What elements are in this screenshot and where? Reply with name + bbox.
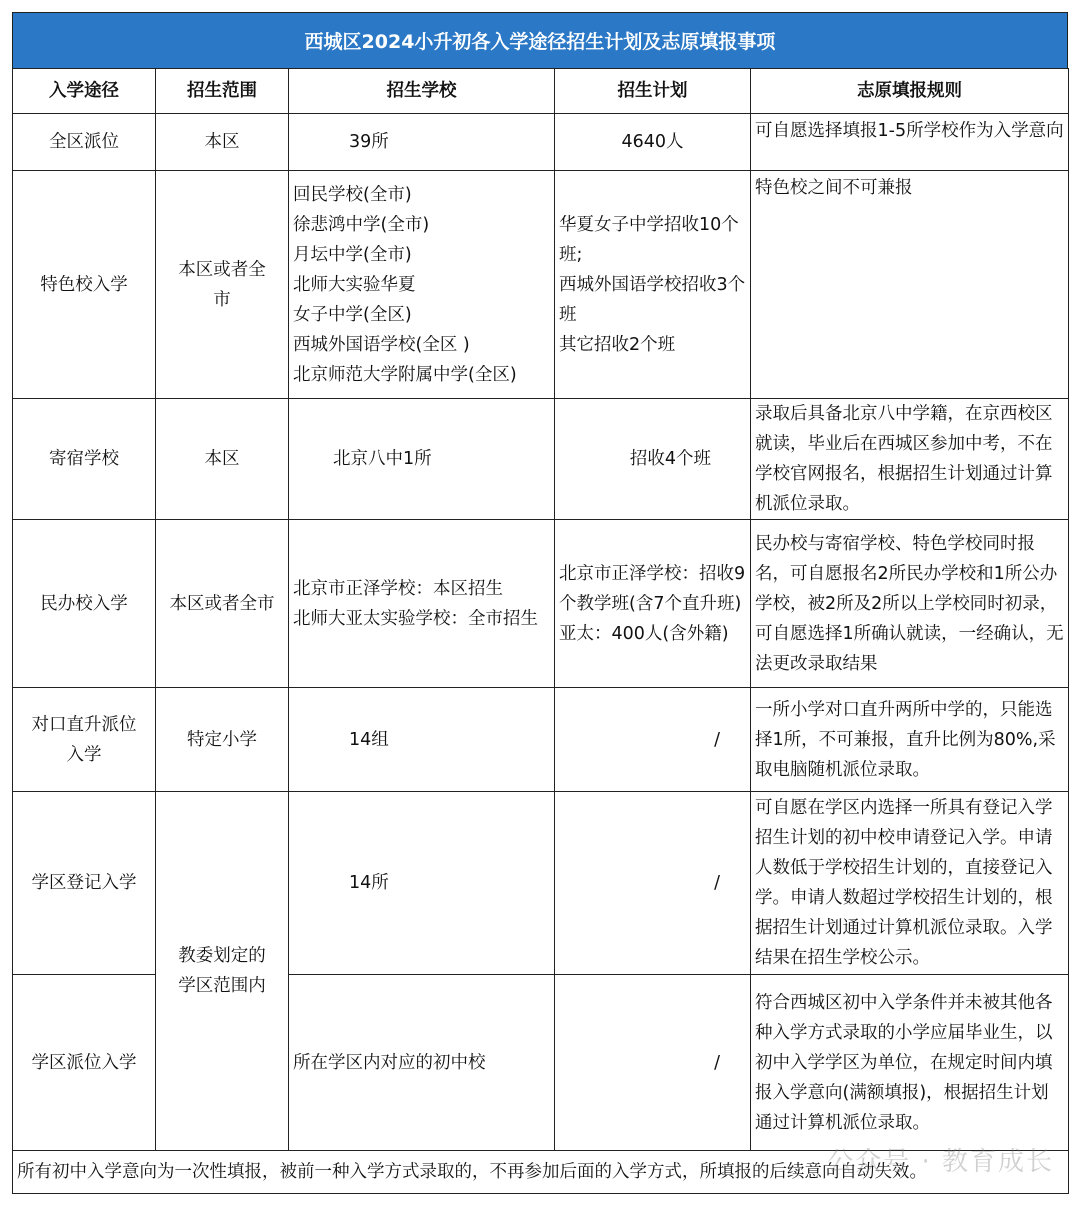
header-plan: 招生计划 xyxy=(555,69,751,114)
school-line: 北师大亚太实验学校：全市招生 xyxy=(293,608,538,629)
header-route: 入学途径 xyxy=(13,69,156,114)
route-cell: 学区登记入学 xyxy=(13,792,156,975)
plan-line: / xyxy=(714,729,720,750)
school-line: 西城外国语学校(全区 ) xyxy=(293,334,470,355)
plan-line: 西城外国语学校招收3个班 xyxy=(559,274,746,325)
school-line: 女子中学(全区) xyxy=(293,304,412,325)
schools-cell xyxy=(289,399,555,520)
school-line: 北京市正泽学校：本区招生 xyxy=(293,578,503,599)
header-rules: 志原填报规则 xyxy=(751,69,1069,114)
plan-line: / xyxy=(714,873,720,893)
footer-row xyxy=(13,1151,1069,1194)
schools-cell xyxy=(289,688,555,792)
plan-line: 北京市正泽学校：招收9个教学班(含7个直升班) xyxy=(559,563,746,614)
plan-cell xyxy=(555,688,751,792)
school-line: 月坛中学(全市) xyxy=(293,244,412,265)
plan-cell xyxy=(555,520,751,688)
plan-line: 招收4个班 xyxy=(629,449,712,469)
plan-cell xyxy=(555,114,751,171)
plan-cell xyxy=(555,399,751,520)
plan-cell xyxy=(555,792,751,975)
school-line: 徐悲鸿中学(全市) xyxy=(293,214,430,235)
scope-cell: 本区 xyxy=(156,399,289,520)
header-schools: 招生学校 xyxy=(289,69,555,114)
scope-cell: 本区或者全市 xyxy=(156,520,289,688)
plan-cell xyxy=(555,975,751,1151)
route-cell: 民办校入学 xyxy=(13,520,156,688)
school-line: 14组 xyxy=(349,729,389,750)
header-row xyxy=(13,69,1069,114)
plan-line: 亚太：400人(含外籍) xyxy=(559,623,729,644)
route-cell: 特色校入学 xyxy=(13,171,156,399)
schools-cell xyxy=(289,792,555,975)
scope-cell: 教委划定的学区范围内 xyxy=(156,792,289,1151)
footer-note: 所有初中入学意向为一次性填报，被前一种入学方式录取的，不再参加后面的入学方式，所填报的后续意向自动失效。 xyxy=(13,1151,1069,1194)
school-line: 回民学校(全市) xyxy=(293,184,412,205)
table-row xyxy=(13,114,1069,171)
table-row xyxy=(13,399,1069,520)
table-row xyxy=(13,171,1069,399)
rules-cell: 符合西城区初中入学条件并未被其他各种入学方式录取的小学应届毕业生，以初中入学学区为单位，在规定时间内填报入学意向(满额填报)，根据招生计划通过计算机派位录取。 xyxy=(751,975,1069,1151)
schools-cell xyxy=(289,114,555,171)
rules-cell: 特色校之间不可兼报 xyxy=(751,171,1069,399)
header-scope: 招生范围 xyxy=(156,69,289,114)
school-line: 14所 xyxy=(349,873,389,893)
scope-cell: 本区或者全市 xyxy=(156,171,289,399)
rules-cell: 可自愿在学区内选择一所具有登记入学招生计划的初中校申请登记入学。申请人数低于学校招生计划的，直接登记入学。申请人数超过学校招生计划的，根据招生计划通过计算机派位录取。入学结果在招生学校公示。 xyxy=(751,792,1069,975)
route-cell: 寄宿学校 xyxy=(13,399,156,520)
schools-cell xyxy=(289,520,555,688)
route-cell: 对口直升派位入学 xyxy=(13,688,156,792)
table-row xyxy=(13,792,1069,975)
rules-cell: 可自愿选择填报1-5所学校作为入学意向 xyxy=(751,114,1069,171)
plan-line: / xyxy=(714,1052,720,1073)
route-cell: 学区派位入学 xyxy=(13,975,156,1151)
watermark: 公众号 · 教育成长 xyxy=(827,1147,1054,1177)
admission-table-container xyxy=(12,12,1068,1194)
admission-table xyxy=(12,68,1069,1194)
scope-cell: 特定小学 xyxy=(156,688,289,792)
school-line: 39所 xyxy=(349,132,389,152)
plan-cell xyxy=(555,171,751,399)
school-line: 北师大实验华夏 xyxy=(293,274,416,295)
school-line: 北京八中1所 xyxy=(333,449,432,469)
plan-line: 华夏女子中学招收10个班; xyxy=(559,214,739,265)
scope-cell: 本区 xyxy=(156,114,289,171)
schools-cell xyxy=(289,171,555,399)
plan-line: 4640人 xyxy=(621,132,684,152)
rules-cell: 录取后具备北京八中学籍，在京西校区就读，毕业后在西城区参加中考，不在学校官网报名，根据招生计划通过计算机派位录取。 xyxy=(751,399,1069,520)
rules-cell: 一所小学对口直升两所中学的，只能选择1所，不可兼报，直升比例为80%,采取电脑随机派位录取。 xyxy=(751,688,1069,792)
table-title: 西城区2024小升初各入学途径招生计划及志原填报事项 xyxy=(12,12,1068,68)
rules-cell: 民办校与寄宿学校、特色学校同时报名，可自愿报名2所民办学校和1所公办学校，被2所及2所以上学校同时初录，可自愿选择1所确认就读，一经确认，无法更改录取结果 xyxy=(751,520,1069,688)
school-line: 所在学区内对应的初中校 xyxy=(293,1052,486,1073)
table-row xyxy=(13,688,1069,792)
schools-cell xyxy=(289,975,555,1151)
plan-line: 其它招收2个班 xyxy=(559,334,676,355)
table-row xyxy=(13,520,1069,688)
route-cell: 全区派位 xyxy=(13,114,156,171)
school-line: 北京师范大学附属中学(全区) xyxy=(293,364,517,385)
